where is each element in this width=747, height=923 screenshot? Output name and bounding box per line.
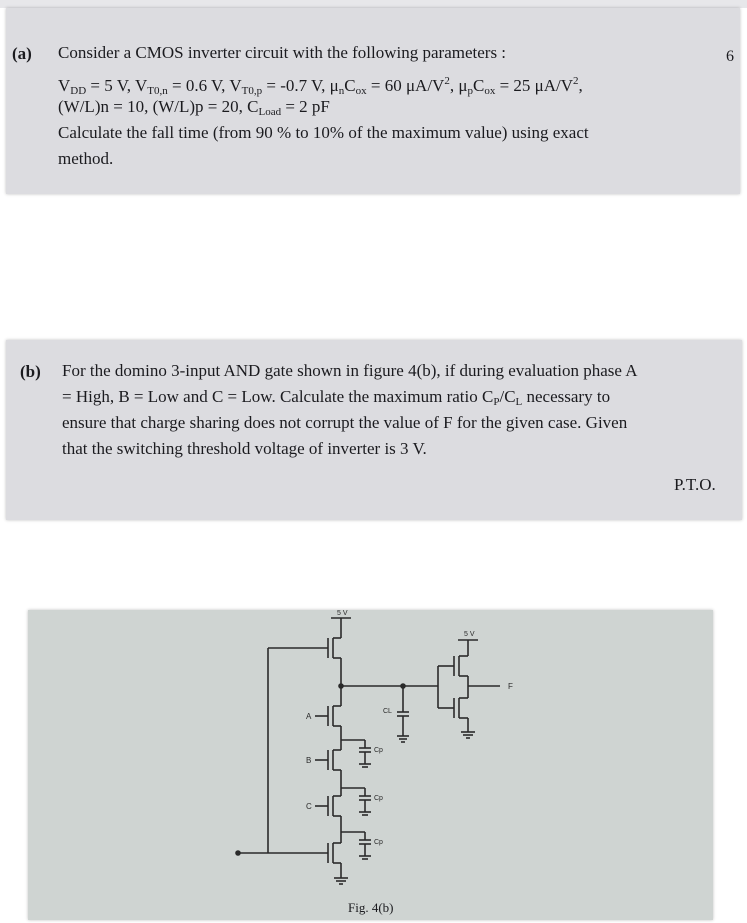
mup-subscript: p <box>467 85 473 97</box>
nmos-a <box>306 686 341 740</box>
output-f-label: F <box>508 682 513 691</box>
nmos-b <box>306 740 341 788</box>
mup-tail: , <box>578 76 583 95</box>
question-b-line3: ensure that charge sharing does not corrupt the value of F for the given case. Given <box>62 413 628 432</box>
question-b-line2-text: = High, B = Low and C = Low. Calculate the maximum ratio C <box>62 387 494 406</box>
ratio-slash: /C <box>499 387 516 406</box>
cl-subscript: L <box>515 396 523 408</box>
question-b-line2-tail: necessary to <box>526 387 611 406</box>
input-b-label: B <box>306 756 312 765</box>
cp-label-2: Cp <box>374 795 383 802</box>
vdd-label-left: 5 V <box>337 610 348 617</box>
mun-subscript: n <box>338 85 345 97</box>
evaluate-nmos <box>328 832 348 884</box>
question-b-line2 <box>62 386 610 413</box>
figure-card <box>28 610 713 920</box>
cload-value: = 2 pF <box>285 97 330 116</box>
mup-c-subscript: ox <box>484 85 496 97</box>
mun-value: = 60 μA/V <box>370 76 445 95</box>
cropped-top-strip <box>0 0 747 8</box>
vton-subscript: T0,n <box>147 85 168 97</box>
mun-c: C <box>344 76 356 95</box>
parasitic-cap-1 <box>341 740 383 767</box>
question-b-line4: that the switching threshold voltage of inverter is 3 V. <box>62 439 427 458</box>
question-a-card <box>6 8 740 194</box>
vdd-label-right: 5 V <box>464 631 475 638</box>
mun-symbol: μ <box>329 76 339 95</box>
pto-label: P.T.O. <box>674 475 716 494</box>
parasitic-cap-3 <box>341 832 383 859</box>
input-c-label: C <box>306 802 312 811</box>
vdd-symbol: V <box>58 76 71 95</box>
vdd-value: = 5 V, <box>90 76 132 95</box>
cp-label-1: Cp <box>374 747 383 754</box>
vton-symbol: V <box>135 76 148 95</box>
mup-value: = 25 μA/V <box>499 76 574 95</box>
question-a-label: (a) <box>12 44 32 63</box>
question-a-line3 <box>58 96 330 123</box>
vdd-supply-left <box>331 610 351 630</box>
question-a-line1: Consider a CMOS inverter circuit with the following parameters : <box>58 43 507 62</box>
figure-caption: Fig. 4(b) <box>348 900 394 915</box>
vtop-symbol: V <box>229 76 242 95</box>
question-a-marks: 6 <box>726 48 734 65</box>
vtop-value: = -0.7 V, <box>266 76 326 95</box>
output-inverter <box>438 631 513 738</box>
parasitic-cap-2 <box>341 788 383 815</box>
question-a-line4: Calculate the fall time (from 90 % to 10% of the maximum value) using exact <box>58 123 589 142</box>
mup-symbol: μ <box>458 76 468 95</box>
cp-label-3: Cp <box>374 839 383 846</box>
vton-value: = 0.6 V, <box>172 76 226 95</box>
mup-c: C <box>472 76 485 95</box>
question-b-line1: For the domino 3-input AND gate shown in figure 4(b), if during evaluation phase A <box>62 361 638 380</box>
mun-tail: , <box>449 76 455 95</box>
cl-label: CL <box>383 708 392 715</box>
question-a-line5: method. <box>58 149 114 168</box>
cload-subscript: Load <box>258 106 282 118</box>
vtop-subscript: T0,p <box>241 85 263 97</box>
mun-c-subscript: ox <box>355 85 367 97</box>
input-a-label: A <box>306 712 312 721</box>
clock-input-terminal <box>236 851 240 855</box>
wl-ratios: (W/L)n = 10, (W/L)p = 20, C <box>58 97 259 116</box>
vdd-subscript: DD <box>70 85 87 97</box>
nmos-c <box>306 788 341 832</box>
question-b-card <box>6 340 742 520</box>
load-capacitor <box>383 686 409 742</box>
mun-superscript: 2 <box>444 75 450 87</box>
mup-superscript: 2 <box>573 75 579 87</box>
domino-and-gate-schematic <box>28 610 713 920</box>
cp-subscript: P <box>493 396 500 408</box>
precharge-pmos <box>268 630 341 686</box>
question-b-label: (b) <box>20 362 41 381</box>
